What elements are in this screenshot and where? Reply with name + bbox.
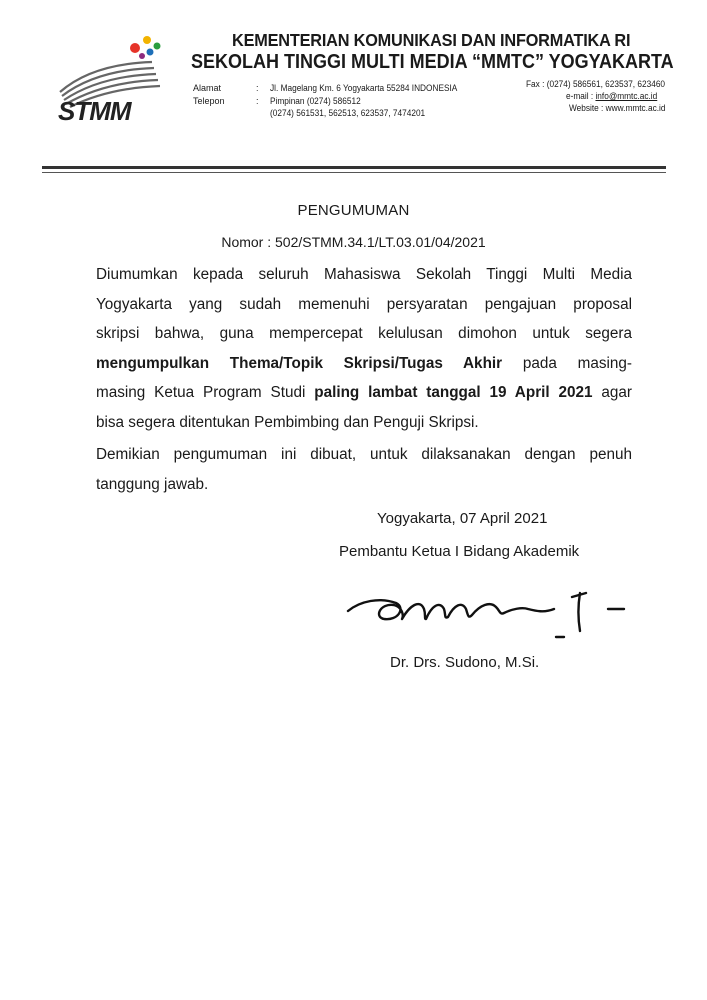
paragraph-1-line-3: skripsi bahwa, guna mempercepat kelulusan dimohon untuk segera xyxy=(96,325,632,342)
logo-dot-blue xyxy=(147,49,154,56)
phone-line-1: Pimpinan (0274) 586512 xyxy=(270,96,361,106)
logo-dot-red xyxy=(130,43,140,53)
phone-colon: : xyxy=(256,96,259,106)
header-rule-thin xyxy=(42,172,666,173)
phone-label: Telepon xyxy=(193,96,225,106)
paragraph-2-line-1: Demikian pengumuman ini dibuat, untuk dilaksanakan dengan penuh xyxy=(96,446,632,463)
announcement-paragraph-2 xyxy=(96,440,632,499)
school-name: SEKOLAH TINGGI MULTI MEDIA “MMTC” YOGYAKARTA xyxy=(191,51,674,73)
fax-numbers: Fax : (0274) 586561, 623537, 623460 xyxy=(526,79,666,89)
signer-name: Dr. Drs. Sudono, M.Si. xyxy=(390,654,540,671)
paragraph-2-line-2: tanggung jawab. xyxy=(96,475,209,493)
announcement-paragraph-1 xyxy=(96,260,632,437)
paragraph-1-line-4 xyxy=(96,349,632,379)
phone-line-2: (0274) 561531, 562513, 623537, 7474201 xyxy=(270,108,426,118)
header-rule-thick xyxy=(42,166,666,169)
paragraph-1-line-5-a: masing Ketua Program Studi xyxy=(96,384,315,401)
paragraph-1-line-5 xyxy=(96,378,632,408)
deadline-text: paling lambat tanggal 19 April 2021 xyxy=(314,384,593,401)
email-label: e-mail xyxy=(566,91,589,101)
paragraph-1-line-4-rest: pada masing- xyxy=(502,354,632,372)
ministry-name: KEMENTERIAN KOMUNIKASI DAN INFORMATIKA RI xyxy=(232,30,631,50)
address-value: Jl. Magelang Km. 6 Yogyakarta 55284 INDONESIA xyxy=(270,83,458,93)
logo-dot-purple xyxy=(139,53,145,59)
place-date: Yogyakarta, 07 April 2021 xyxy=(377,510,548,527)
logo-dot-yellow xyxy=(143,36,151,44)
email-link[interactable]: info@mmtc.ac.id xyxy=(595,91,658,101)
logo-wordmark: STMM xyxy=(58,96,131,126)
address-colon: : xyxy=(256,83,259,93)
website-line: Website : www.mmtc.ac.id xyxy=(569,103,666,113)
paragraph-1-line-6: bisa segera ditentukan Pembimbing dan Penguji Skripsi. xyxy=(96,413,479,431)
logo-dot-green xyxy=(154,43,161,50)
stmm-logo xyxy=(52,30,172,126)
announcement-title: PENGUMUMAN xyxy=(297,202,410,219)
submission-requirement: mengumpulkan Thema/Topik Skripsi/Tugas Akhir xyxy=(96,354,503,372)
address-label: Alamat xyxy=(193,83,222,93)
email-line xyxy=(566,91,657,102)
paragraph-1-line-1: Diumumkan kepada seluruh Mahasiswa Sekolah Tinggi Multi Media xyxy=(96,266,632,283)
email-separator: : xyxy=(588,91,596,101)
paragraph-1-line-5-c: agar xyxy=(592,384,632,401)
paragraph-1-line-2: Yogyakarta yang sudah memenuhi persyaratan pengajuan proposal xyxy=(96,295,632,313)
announcement-number: Nomor : 502/STMM.34.1/LT.03.01/04/2021 xyxy=(221,234,486,250)
signer-position: Pembantu Ketua I Bidang Akademik xyxy=(339,543,580,560)
handwritten-signature xyxy=(340,575,640,645)
